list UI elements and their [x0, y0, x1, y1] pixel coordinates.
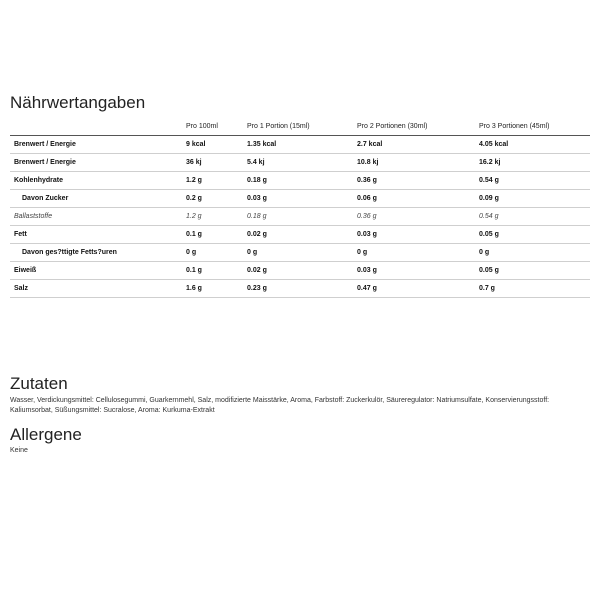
nutrient-value: 0.36 g [353, 172, 475, 190]
nutrient-value: 0.7 g [475, 280, 590, 298]
nutrition-row [10, 190, 590, 208]
nutrition-table [10, 117, 590, 298]
nutrient-value: 0 g [182, 244, 243, 262]
nutrient-label: Salz [10, 280, 182, 298]
nutrient-label: Ballaststoffe [10, 208, 182, 226]
allergens-title: Allergene [10, 425, 82, 444]
ingredients-text: Wasser, Verdickungsmittel: Cellulosegummi, Guarkernmehl, Salz, modifizierte Maisstärke, Aroma, Farbstoff: Zuckerkulör, Säureregulator: Natriumsulfate, Konservierungsstoff: Kaliumsorbat, Süßungsmittel: Sucralose, Aroma: Kurkuma-Extrakt [10, 397, 550, 414]
nutrient-value: 0.05 g [475, 262, 590, 280]
nutrient-value: 0 g [243, 244, 353, 262]
nutrient-value: 0.36 g [353, 208, 475, 226]
nutrition-title: Nährwertangaben [10, 93, 146, 112]
nutrient-value: 0.02 g [243, 226, 353, 244]
nutrient-value: 2.7 kcal [353, 136, 475, 154]
nutrition-row [10, 226, 590, 244]
nutrient-value: 0.06 g [353, 190, 475, 208]
nutrient-value: 10.8 kj [353, 154, 475, 172]
nutrient-value: 1.2 g [182, 208, 243, 226]
nutrient-value: 36 kj [182, 154, 243, 172]
nutrient-value: 0.03 g [243, 190, 353, 208]
nutrient-value: 0.03 g [353, 262, 475, 280]
nutrient-value: 0.47 g [353, 280, 475, 298]
nutrient-value: 0.05 g [475, 226, 590, 244]
column-header: Pro 1 Portion (15ml) [243, 117, 353, 136]
nutrient-value: 1.6 g [182, 280, 243, 298]
nutrient-value: 1.2 g [182, 172, 243, 190]
nutrient-value: 16.2 kj [475, 154, 590, 172]
nutrient-value: 0.1 g [182, 262, 243, 280]
nutrient-value: 0.2 g [182, 190, 243, 208]
nutrition-row [10, 154, 590, 172]
nutrient-label: Fett [10, 226, 182, 244]
nutrition-row [10, 136, 590, 154]
nutrition-header-row [10, 117, 590, 136]
nutrient-label: Kohlenhydrate [10, 172, 182, 190]
nutrient-value: 5.4 kj [243, 154, 353, 172]
nutrient-value: 0 g [475, 244, 590, 262]
ingredients-title: Zutaten [10, 374, 68, 393]
nutrient-label: Eiweiß [10, 262, 182, 280]
nutrient-value: 0.03 g [353, 226, 475, 244]
column-header: Pro 2 Portionen (30ml) [353, 117, 475, 136]
nutrient-value: 0.18 g [243, 172, 353, 190]
nutrient-label: Davon Zucker [10, 190, 182, 208]
nutrient-value: 9 kcal [182, 136, 243, 154]
nutrient-value: 1.35 kcal [243, 136, 353, 154]
nutrient-value: 0.02 g [243, 262, 353, 280]
nutrient-value: 0.23 g [243, 280, 353, 298]
nutrient-value: 4.05 kcal [475, 136, 590, 154]
column-header: Pro 100ml [182, 117, 243, 136]
column-header: Pro 3 Portionen (45ml) [475, 117, 590, 136]
allergens-text: Keine [10, 447, 28, 454]
nutrient-label: Davon ges?ttigte Fetts?uren [10, 244, 182, 262]
nutrient-value: 0.54 g [475, 208, 590, 226]
nutrient-value: 0.1 g [182, 226, 243, 244]
nutrient-value: 0 g [353, 244, 475, 262]
nutrition-row [10, 280, 590, 298]
nutrient-value: 0.18 g [243, 208, 353, 226]
nutrient-label: Brenwert / Energie [10, 136, 182, 154]
nutrient-value: 0.54 g [475, 172, 590, 190]
nutrition-row [10, 262, 590, 280]
nutrient-label: Brenwert / Energie [10, 154, 182, 172]
column-header [10, 117, 182, 136]
nutrition-row [10, 244, 590, 262]
nutrient-value: 0.09 g [475, 190, 590, 208]
nutrition-row [10, 172, 590, 190]
nutrition-row [10, 208, 590, 226]
